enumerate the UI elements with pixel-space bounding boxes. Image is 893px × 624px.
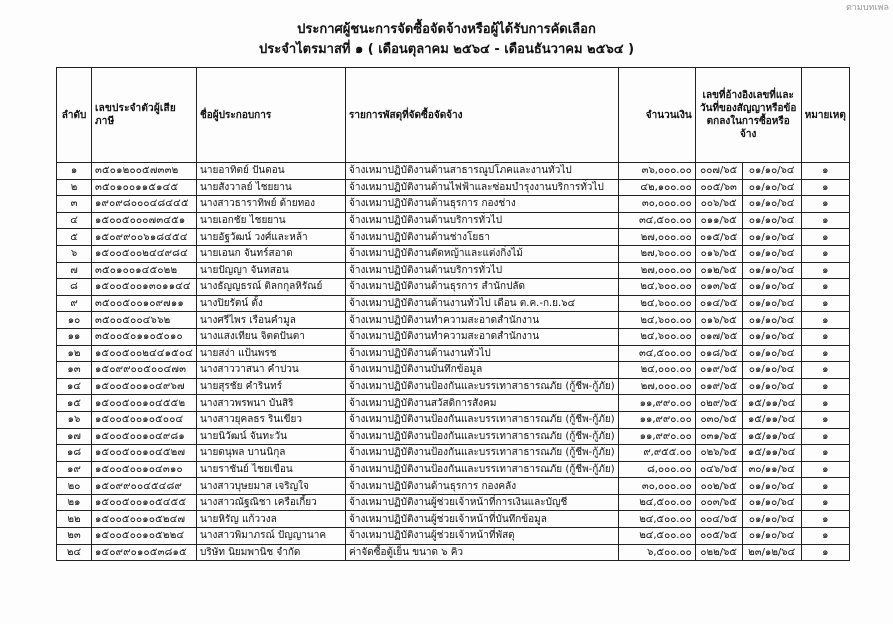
table-row [57,196,850,213]
cell-name: นายอาทิตย์ ปันดอน [197,163,346,180]
table-header-row [57,68,850,163]
table-row [57,511,850,528]
header-ref: เลขที่อ้างอิงเลขที่และวันที่ของสัญญาหรือข้อตกลงในการซื้อหรือจ้าง [695,68,801,163]
table-row [57,461,850,478]
cell-ref: ๐๓๐/๖๕ [695,411,742,428]
cell-no: ๑๑ [57,328,92,345]
cell-item: จ้างเหมาปฏิบัติงานผู้ช่วยเจ้าหน้าที่บันทึกข้อมูล [346,511,619,528]
cell-date: ๐๑/๑๐/๖๔ [742,378,801,395]
corner-text: ตามบทเพล [845,3,889,13]
cell-taxid: ๑๕๐๐๕๐๐๑๐๔๙๘๑ [92,428,197,445]
cell-no: ๙ [57,295,92,312]
cell-date: ๐๑/๑๐/๖๔ [742,262,801,279]
cell-date: ๐๑/๑๐/๖๔ [742,229,801,246]
cell-date: ๐๑/๑๐/๖๔ [742,212,801,229]
cell-name: นายปัญญา จันทสอน [197,262,346,279]
cell-name: นายเอนก จันทร์สอาด [197,245,346,262]
cell-ref: ๐๑๘/๖๕ [695,345,742,362]
cell-date: ๐๑/๑๐/๖๔ [742,494,801,511]
cell-date: ๐๑/๑๐/๖๔ [742,511,801,528]
cell-no: ๔ [57,212,92,229]
cell-no: ๒๔ [57,544,92,561]
cell-name: นางสาวณัฐณิชา เครือเกี้ยว [197,494,346,511]
cell-no: ๑๓ [57,362,92,379]
cell-name: บริษัท นิยมพานิช จำกัด [197,544,346,561]
header-name: ชื่อผู้ประกอบการ [197,68,346,163]
cell-taxid: ๓๕๐๑๒๐๐๕๗๓๓๒ [92,163,197,180]
cell-date: ๒๓/๑๒/๖๔ [742,544,801,561]
table-row [57,312,850,329]
cell-no: ๑๕ [57,395,92,412]
cell-taxid: ๓๕๐๑๐๐๑๔๕๐๒๒ [92,262,197,279]
cell-taxid: ๑๕๐๐๕๐๐๑๐๕๐๐๔ [92,411,197,428]
cell-date: ๐๑/๑๐/๖๔ [742,196,801,213]
cell-no: ๗ [57,262,92,279]
cell-remark: ๑ [801,212,849,229]
cell-item: จ้างเหมาปฏิบัติงานผู้ช่วยเจ้าหน้าที่พัสดุ [346,528,619,545]
cell-taxid: ๑๕๐๐๕๐๐๒๔๔๙๘๔ [92,245,197,262]
cell-ref: ๐๐๕/๖๕ [695,528,742,545]
cell-amount: ๖,๕๐๐.๐๐ [618,544,695,561]
cell-ref: ๐๑๙/๖๕ [695,362,742,379]
cell-item: จ้างเหมาปฏิบัติงานป้องกันและบรรเทาสาธารณภัย (กู้ชีพ-กู้ภัย) [346,428,619,445]
cell-remark: ๑ [801,295,849,312]
cell-amount: ๒๔,๖๐๐.๐๐ [618,328,695,345]
cell-amount: ๒๗,๐๐๐.๐๐ [618,378,695,395]
document-title: ประกาศผู้ชนะการจัดซื้อจัดจ้างหรือผู้ได้รับการคัดเลือก [297,22,596,37]
cell-ref: ๐๒๖/๖๕ [695,445,742,462]
cell-taxid: ๑๕๐๐๕๐๐๑๐๔๕๒๗ [92,445,197,462]
cell-amount: ๒๔,๖๐๐.๐๐ [618,295,695,312]
cell-remark: ๑ [801,528,849,545]
cell-amount: ๒๔,๕๐๐.๐๐ [618,528,695,545]
cell-name: นางสาววาสนา คำปวน [197,362,346,379]
table-row [57,362,850,379]
cell-remark: ๑ [801,478,849,495]
cell-date: ๐๑/๑๐/๖๔ [742,163,801,180]
cell-no: ๑๔ [57,378,92,395]
cell-date: ๑๕/๑๑/๖๔ [742,445,801,462]
cell-item: จ้างเหมาปฏิบัติงานด้านงานทั่วไป เดือน ต.ค.-ก.ย.๖๔ [346,295,619,312]
cell-amount: ๒๔,๕๐๐.๐๐ [618,494,695,511]
cell-amount: ๓๐,๐๐๐.๐๐ [618,196,695,213]
cell-no: ๖ [57,245,92,262]
procurement-table [56,67,850,561]
cell-remark: ๑ [801,279,849,296]
cell-item: จ้างเหมาปฏิบัติงานด้านงานทั่วไป [346,345,619,362]
cell-date: ๐๑/๑๐/๖๔ [742,295,801,312]
cell-ref: ๐๑๒/๖๕ [695,262,742,279]
cell-ref: ๐๑๓/๖๕ [695,279,742,296]
table-row [57,528,850,545]
cell-ref: ๐๑๙/๖๕ [695,378,742,395]
header-item: รายการพัสดุที่จัดซื้อจัดจ้าง [346,68,619,163]
cell-ref: ๐๐๕/๖๓ [695,179,742,196]
cell-remark: ๑ [801,312,849,329]
table-row [57,179,850,196]
table-row [57,345,850,362]
cell-item: จ้างเหมาปฏิบัติงานด้านธุรการ กองช่าง [346,196,619,213]
cell-remark: ๑ [801,494,849,511]
cell-item: จ้างเหมาปฏิบัติงานทำความสะอาดสำนักงาน [346,328,619,345]
cell-taxid: ๑๕๐๙๙๐๐๖๑๘๔๕๔ [92,229,197,246]
cell-no: ๑๐ [57,312,92,329]
header-taxid: เลขประจำตัวผู้เสียภาษี [92,68,197,163]
cell-name: นางสาวพรพนา บันสิริ [197,395,346,412]
cell-name: นางศรีไพร เรือนคำมูล [197,312,346,329]
cell-name: นางสาวยุคลธร รินเขียว [197,411,346,428]
cell-ref: ๐๐๓/๖๕ [695,494,742,511]
cell-no: ๒๒ [57,511,92,528]
cell-remark: ๑ [801,328,849,345]
cell-item: จ้างเหมาปฏิบัติงานป้องกันและบรรเทาสาธารณภัย (กู้ชีพ-กู้ภัย) [346,411,619,428]
table-row [57,478,850,495]
cell-ref: ๐๑๑/๖๕ [695,212,742,229]
cell-amount: ๒๗,๐๐๐.๐๐ [618,262,695,279]
header-remark: หมายเหตุ [801,68,849,163]
table-row [57,428,850,445]
cell-taxid: ๓๕๐๐๕๐๐๔๖๖๒ [92,312,197,329]
cell-name: นายอัฐวัฒน์ วงศ์และหล้า [197,229,346,246]
cell-taxid: ๑๕๐๐๕๐๐๑๐๕๔๕๕ [92,494,197,511]
cell-name: นางปิยรัตน์ ตั้ง [197,295,346,312]
cell-no: ๑ [57,163,92,180]
cell-date: ๐๑/๑๐/๖๔ [742,279,801,296]
cell-amount: ๑๑,๙๙๐.๐๐ [618,395,695,412]
cell-name: นางธัญญธรณ์ ติลกกุลหิรัณย์ [197,279,346,296]
cell-remark: ๑ [801,262,849,279]
cell-item: จ้างเหมาปฏิบัติงานด้านธุรการ กองคลัง [346,478,619,495]
table-row [57,378,850,395]
cell-no: ๑๙ [57,461,92,478]
cell-name: นายสังวาลย์ ไชยยาน [197,179,346,196]
cell-taxid: ๑๙๐๙๘๐๐๐๔๘๔๔๕ [92,196,197,213]
table-body [57,163,850,561]
cell-remark: ๑ [801,179,849,196]
cell-remark: ๑ [801,461,849,478]
cell-remark: ๑ [801,395,849,412]
table-row [57,163,850,180]
cell-taxid: ๑๕๐๙๙๐๑๐๕๓๘๑๕ [92,544,197,561]
cell-ref: ๐๓๑/๖๕ [695,428,742,445]
cell-no: ๑๘ [57,445,92,462]
table-row [57,411,850,428]
cell-item: จ้างเหมาปฏิบัติงานด้านสาธารณูปโภคและงานทั่วไป [346,163,619,180]
cell-item: จ้างเหมาปฏิบัติงานทำความสะอาดสำนักงาน [346,312,619,329]
cell-ref: ๐๑๖/๖๕ [695,312,742,329]
cell-remark: ๑ [801,411,849,428]
table-row [57,395,850,412]
cell-amount: ๑๑,๙๙๐.๐๐ [618,411,695,428]
cell-no: ๕ [57,229,92,246]
cell-remark: ๑ [801,428,849,445]
cell-taxid: ๓๕๐๑๐๐๑๑๕๑๔๕ [92,179,197,196]
cell-ref: ๐๑๖/๖๕ [695,245,742,262]
cell-name: นายสง่า แป้นพรช [197,345,346,362]
cell-amount: ๑๑,๙๙๐.๐๐ [618,428,695,445]
cell-date: ๐๑/๑๐/๖๔ [742,179,801,196]
cell-date: ๐๑/๑๐/๖๔ [742,362,801,379]
cell-amount: ๒๔,๐๐๐.๐๐ [618,362,695,379]
table-row [57,494,850,511]
cell-remark: ๑ [801,445,849,462]
cell-ref: ๐๒๙/๖๕ [695,395,742,412]
table-row [57,445,850,462]
table-row [57,328,850,345]
cell-item: จ้างเหมาปฏิบัติงานด้านบริการทั่วไป [346,212,619,229]
cell-taxid: ๑๕๐๐๕๐๐๑๐๔๕๕๒ [92,395,197,412]
cell-no: ๘ [57,279,92,296]
cell-taxid: ๓๕๐๐๕๐๐๑๐๙๗๑๑ [92,295,197,312]
cell-name: นายนิวัฒน์ จันทะวัน [197,428,346,445]
cell-taxid: ๑๕๐๐๕๐๐๑๓๐๑๑๔๔ [92,279,197,296]
cell-remark: ๑ [801,378,849,395]
cell-taxid: ๑๕๐๐๕๐๐๐๗๓๔๕๑ [92,212,197,229]
cell-name: นายหิรัญ แก้ววงล [197,511,346,528]
cell-name: นายราชันย์ ไชยเขือน [197,461,346,478]
cell-no: ๓ [57,196,92,213]
cell-date: ๑๕/๑๑/๖๔ [742,411,801,428]
cell-date: ๐๑/๑๐/๖๔ [742,245,801,262]
cell-name: นางสาวบุษยมาส เจริญใจ [197,478,346,495]
cell-taxid: ๓๕๐๐๕๐๑๑๐๕๐๑๐ [92,328,197,345]
cell-item: จ้างเหมาปฏิบัติงานด้านบริการทั่วไป [346,262,619,279]
table-row [57,295,850,312]
cell-ref: ๐๐๗/๖๕ [695,163,742,180]
cell-no: ๒๐ [57,478,92,495]
table-row [57,279,850,296]
table-row [57,229,850,246]
cell-item: จ้างเหมาปฏิบัติงานตัดหญ้าและแต่งกิ่งไม้ [346,245,619,262]
cell-date: ๐๑/๑๐/๖๔ [742,528,801,545]
cell-remark: ๑ [801,245,849,262]
table-row [57,245,850,262]
cell-amount: ๘,๐๐๐.๐๐ [618,461,695,478]
cell-name: นางสาวพิมาภรณ์ ปัญญานาค [197,528,346,545]
cell-amount: ๒๔,๖๐๐.๐๐ [618,279,695,296]
cell-date: ๐๑/๑๐/๖๔ [742,328,801,345]
cell-no: ๑๖ [57,411,92,428]
cell-no: ๑๒ [57,345,92,362]
cell-date: ๑๕/๑๑/๖๔ [742,395,801,412]
cell-remark: ๑ [801,362,849,379]
cell-name: นายสุรชัย คำรินทร์ [197,378,346,395]
table-row [57,544,850,561]
cell-date: ๑๕/๑๑/๖๔ [742,428,801,445]
cell-amount: ๒๔,๖๐๐.๐๐ [618,312,695,329]
cell-amount: ๓๐,๐๐๐.๐๐ [618,478,695,495]
cell-no: ๒ [57,179,92,196]
cell-name: นายเอกชัย ไชยยาน [197,212,346,229]
cell-item: จ้างเหมาปฏิบัติงานป้องกันและบรรเทาสาธารณภัย (กู้ชีพ-กู้ภัย) [346,445,619,462]
cell-taxid: ๑๕๐๐๕๐๐๑๐๔๓๑๐ [92,461,197,478]
cell-amount: ๓๔,๕๐๐.๐๐ [618,212,695,229]
cell-remark: ๑ [801,511,849,528]
header-no: ลำดับ [57,68,92,163]
cell-amount: ๓๔,๕๐๐.๐๐ [618,345,695,362]
cell-amount: ๓๖,๐๐๐.๐๐ [618,163,695,180]
table-row [57,212,850,229]
cell-item: จ้างเหมาปฏิบัติงานบันทึกข้อมูล [346,362,619,379]
cell-name: นายดนุพล บานนิกุล [197,445,346,462]
cell-no: ๑๗ [57,428,92,445]
cell-item: จ้างเหมาปฏิบัติงานผู้ช่วยเจ้าหน้าที่การเงินและบัญชี [346,494,619,511]
cell-ref: ๐๐๒/๖๕ [695,478,742,495]
cell-no: ๒๑ [57,494,92,511]
cell-ref: ๐๑๗/๖๕ [695,328,742,345]
table-row [57,262,850,279]
cell-ref: ๐๔๖/๖๕ [695,461,742,478]
cell-amount: ๒๔,๕๐๐.๐๐ [618,511,695,528]
cell-item: จ้างเหมาปฏิบัติงานด้านธุรการ สำนักปลัด [346,279,619,296]
cell-item: ค่าจัดซื้อตู้เย็น ขนาด ๖ คิว [346,544,619,561]
cell-date: ๓๐/๑๑/๖๔ [742,461,801,478]
cell-item: จ้างเหมาปฏิบัติงานด้านไฟฟ้าและซ่อมบำรุงงานบริการทั่วไป [346,179,619,196]
cell-name: นางสาวธาราทิพย์ ด้ายทอง [197,196,346,213]
cell-amount: ๒๗,๐๐๐.๐๐ [618,229,695,246]
cell-amount: ๒๗,๖๐๐.๐๐ [618,245,695,262]
document-subtitle: ประจำไตรมาสที่ ๑ ( เดือนตุลาคม ๒๕๖๔ - เดือนธันวาคม ๒๕๖๔ ) [258,42,635,57]
cell-no: ๒๓ [57,528,92,545]
cell-amount: ๙,๙๕๕.๐๐ [618,445,695,462]
cell-item: จ้างเหมาปฏิบัติงานป้องกันและบรรเทาสาธารณภัย (กู้ชีพ-กู้ภัย) [346,461,619,478]
cell-item: จ้างเหมาปฏิบัติงานป้องกันและบรรเทาสาธารณภัย (กู้ชีพ-กู้ภัย) [346,378,619,395]
cell-taxid: ๑๕๐๐๕๐๐๑๐๔๙๖๗ [92,378,197,395]
cell-date: ๐๑/๑๐/๖๔ [742,345,801,362]
cell-date: ๐๑/๑๐/๖๔ [742,312,801,329]
cell-name: นางแสงเทียน จิตตปันตา [197,328,346,345]
cell-taxid: ๑๕๐๐๕๐๐๑๐๕๒๔๗ [92,511,197,528]
cell-date: ๐๑/๑๐/๖๔ [742,478,801,495]
cell-ref: ๐๐๖/๖๕ [695,196,742,213]
cell-ref: ๐๐๔/๖๕ [695,511,742,528]
cell-item: จ้างเหมาปฏิบัติงานด้านช่างโยธา [346,229,619,246]
cell-remark: ๑ [801,345,849,362]
cell-ref: ๐๑๕/๖๕ [695,229,742,246]
cell-taxid: ๑๕๐๙๙๐๐๔๕๔๘๙ [92,478,197,495]
cell-taxid: ๑๕๐๐๕๐๐๑๐๕๒๒๔ [92,528,197,545]
header-amount: จำนวนเงิน [618,68,695,163]
cell-item: จ้างเหมาปฏิบัติงานสวัสดิการสังคม [346,395,619,412]
cell-ref: ๐๒๒/๖๕ [695,544,742,561]
cell-remark: ๑ [801,163,849,180]
cell-remark: ๑ [801,196,849,213]
cell-taxid: ๑๕๐๐๕๐๐๒๔๔๑๕๐๔ [92,345,197,362]
cell-remark: ๑ [801,229,849,246]
cell-taxid: ๑๕๐๙๙๐๐๕๐๐๔๗๓ [92,362,197,379]
cell-ref: ๐๑๔/๖๕ [695,295,742,312]
cell-amount: ๔๒,๑๐๐.๐๐ [618,179,695,196]
cell-remark: ๑ [801,544,849,561]
